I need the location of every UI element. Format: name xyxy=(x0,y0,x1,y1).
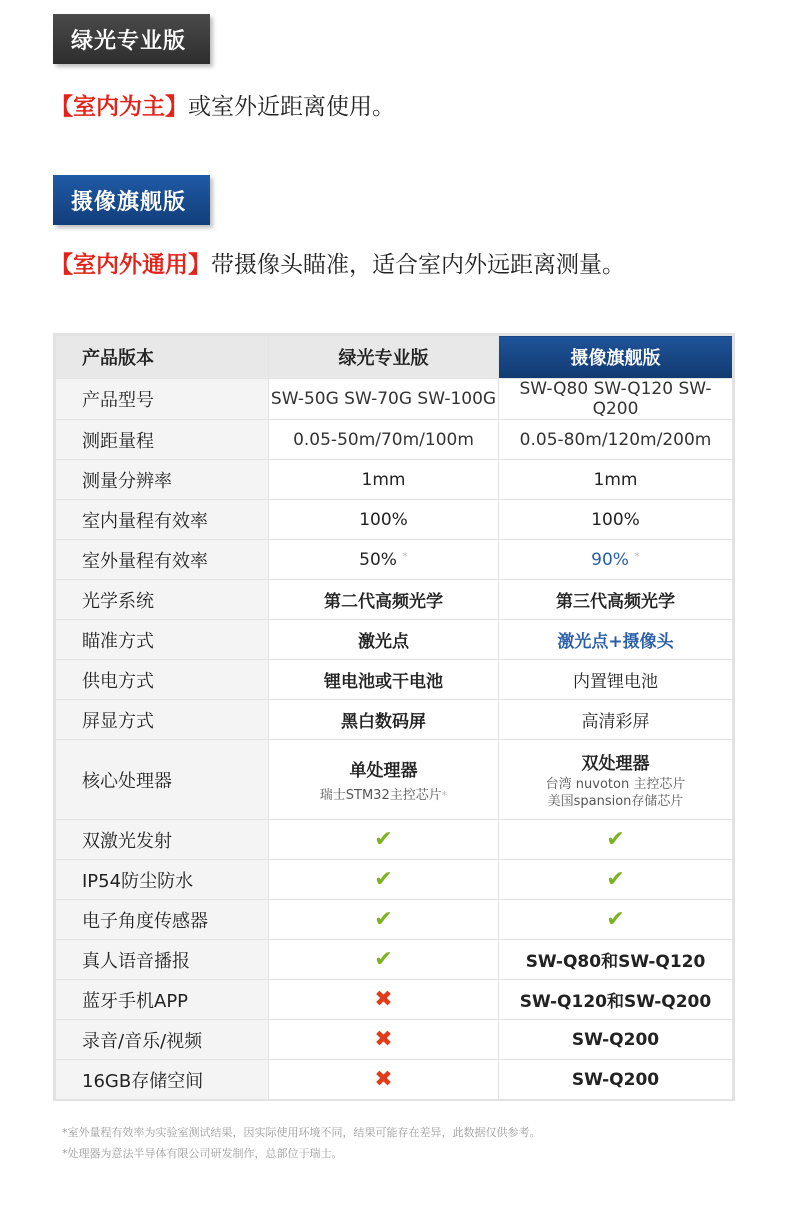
row-label: 双激光发射 xyxy=(56,820,269,860)
row-label: 测距量程 xyxy=(56,420,269,460)
camera-value xyxy=(499,820,733,860)
green-value xyxy=(269,540,499,580)
row-label: IP54防尘防水 xyxy=(56,860,269,900)
table-row xyxy=(56,820,733,860)
checkmark-icon: ✔ xyxy=(374,866,393,892)
table-row xyxy=(56,940,733,980)
green-value: 1mm xyxy=(269,460,499,500)
header-cell-green: 绿光专业版 xyxy=(269,336,499,379)
camera-processor-chip-2: 美国spansion存储芯片 xyxy=(547,794,684,809)
cross-icon: ✖ xyxy=(374,1026,393,1052)
green-value xyxy=(269,1020,499,1060)
green-value: 锂电池或干电池 xyxy=(269,660,499,700)
green-value: 0.05-50m/70m/100m xyxy=(269,420,499,460)
camera-value: SW-Q80和SW-Q120 xyxy=(499,940,733,980)
green-value xyxy=(269,940,499,980)
camera-processor-chip-1: 台湾 nuvoton 主控芯片 xyxy=(545,777,686,792)
footnote-star: * xyxy=(402,549,408,563)
green-processor-title: 单处理器 xyxy=(349,760,418,781)
footnote-outdoor-efficiency: *室外量程有效率为实验室测试结果，因实际使用环境不同，结果可能存在差异，此数据仅供参考。 xyxy=(62,1126,541,1139)
table-row xyxy=(56,500,733,540)
checkmark-icon: ✔ xyxy=(374,906,393,932)
checkmark-icon: ✔ xyxy=(606,906,625,932)
table-row xyxy=(56,580,733,620)
camera-value: 激光点+摄像头 xyxy=(499,620,733,660)
footnote-star: * xyxy=(634,549,640,563)
camera-value: SW-Q200 xyxy=(499,1020,733,1060)
cross-icon: ✖ xyxy=(374,986,393,1012)
row-label: 供电方式 xyxy=(56,660,269,700)
camera-value: SW-Q120和SW-Q200 xyxy=(499,980,733,1020)
camera-value: 内置锂电池 xyxy=(499,660,733,700)
camera-value: 第三代高频光学 xyxy=(499,580,733,620)
table-row xyxy=(56,420,733,460)
camera-version-text: 带摄像头瞄准，适合室内外远距离测量。 xyxy=(211,252,625,278)
camera-version-description xyxy=(50,246,625,279)
green-value-text: 50% xyxy=(359,549,397,570)
comparison-table xyxy=(53,333,735,1101)
green-version-badge: 绿光专业版 xyxy=(53,14,210,64)
table-row xyxy=(56,660,733,700)
row-label: 录音/音乐/视频 xyxy=(56,1020,269,1060)
checkmark-icon: ✔ xyxy=(374,946,393,972)
camera-value: SW-Q200 xyxy=(499,1060,733,1100)
green-value: 第二代高频光学 xyxy=(269,580,499,620)
row-label: 真人语音播报 xyxy=(56,940,269,980)
green-value xyxy=(269,900,499,940)
checkmark-icon: ✔ xyxy=(606,866,625,892)
green-processor-chip-text: 瑞士STM32主控芯片 xyxy=(319,787,442,803)
table-row xyxy=(56,1060,733,1100)
camera-value xyxy=(499,540,733,580)
row-label: 产品型号 xyxy=(56,379,269,420)
green-value xyxy=(269,820,499,860)
table-header-row xyxy=(56,336,733,379)
camera-value xyxy=(499,860,733,900)
checkmark-icon: ✔ xyxy=(374,826,393,852)
camera-version-badge: 摄像旗舰版 xyxy=(53,175,210,225)
footnote-star: * xyxy=(441,788,448,802)
table-row xyxy=(56,379,733,420)
table-row xyxy=(56,540,733,580)
camera-processor-title: 双处理器 xyxy=(581,754,650,774)
table-row xyxy=(56,980,733,1020)
checkmark-icon: ✔ xyxy=(606,826,625,852)
row-label: 室外量程有效率 xyxy=(56,540,269,580)
table-row xyxy=(56,1020,733,1060)
green-version-description xyxy=(50,88,395,121)
camera-value: 100% xyxy=(499,500,733,540)
camera-value: SW-Q80 SW-Q120 SW-Q200 xyxy=(499,379,733,420)
row-label: 测量分辨率 xyxy=(56,460,269,500)
green-value: 激光点 xyxy=(269,620,499,660)
table-row xyxy=(56,860,733,900)
row-label: 屏显方式 xyxy=(56,700,269,740)
table-row xyxy=(56,700,733,740)
table-row xyxy=(56,900,733,940)
green-value: 黑白数码屏 xyxy=(269,700,499,740)
camera-value: 1mm xyxy=(499,460,733,500)
green-value: 100% xyxy=(269,500,499,540)
green-version-highlight: 【室内为主】 xyxy=(50,94,188,120)
green-version-text: 或室外近距离使用。 xyxy=(188,94,395,120)
camera-value xyxy=(499,900,733,940)
row-label: 室内量程有效率 xyxy=(56,500,269,540)
camera-value-text: 90% xyxy=(591,549,629,570)
row-label: 瞄准方式 xyxy=(56,620,269,660)
header-cell-version: 产品版本 xyxy=(56,336,269,379)
row-label: 蓝牙手机APP xyxy=(56,980,269,1020)
green-processor-chip xyxy=(269,787,498,804)
camera-value: 0.05-80m/120m/200m xyxy=(499,420,733,460)
camera-version-highlight: 【室内外通用】 xyxy=(50,252,211,278)
row-label: 16GB存储空间 xyxy=(56,1060,269,1100)
footnote-processor: *处理器为意法半导体有限公司研发制作，总部位于瑞士。 xyxy=(62,1147,343,1160)
cross-icon: ✖ xyxy=(374,1066,393,1092)
green-value xyxy=(269,980,499,1020)
row-label: 电子角度传感器 xyxy=(56,900,269,940)
camera-value xyxy=(499,740,733,820)
header-cell-camera: 摄像旗舰版 xyxy=(499,336,733,379)
green-value xyxy=(269,740,499,820)
table-row xyxy=(56,740,733,820)
camera-value: 高清彩屏 xyxy=(499,700,733,740)
green-value xyxy=(269,1060,499,1100)
green-value: SW-50G SW-70G SW-100G xyxy=(269,379,499,420)
table-row xyxy=(56,620,733,660)
table-row xyxy=(56,460,733,500)
row-label: 核心处理器 xyxy=(56,740,269,820)
green-value xyxy=(269,860,499,900)
row-label: 光学系统 xyxy=(56,580,269,620)
